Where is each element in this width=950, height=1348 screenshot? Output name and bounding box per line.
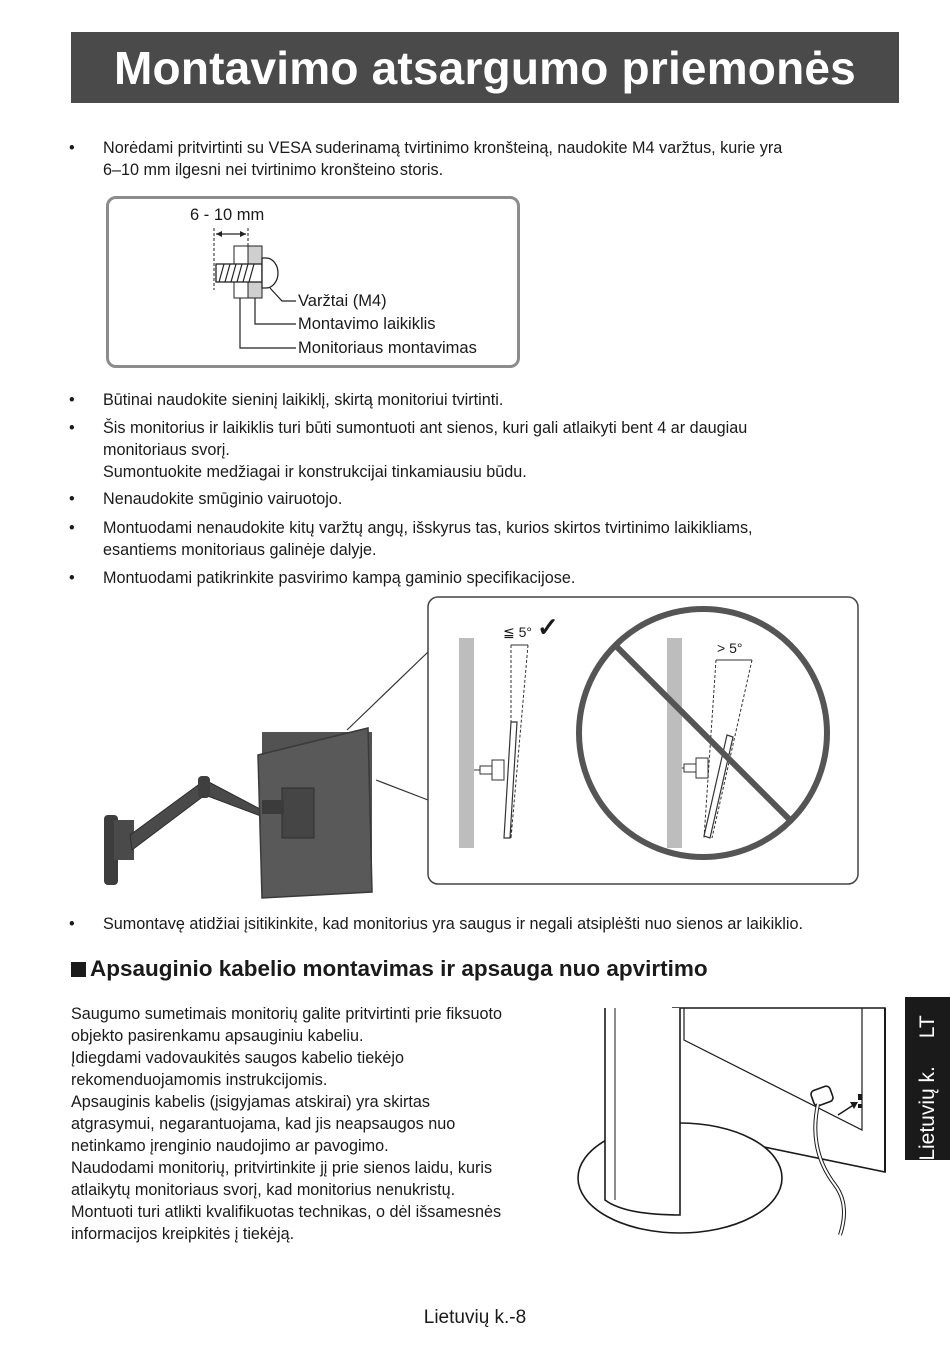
monitor-mount-label: Monitoriaus montavimas (298, 339, 477, 357)
bracket-label: Montavimo laikiklis (298, 315, 436, 333)
paragraph-line: Naudodami monitorių, pritvirtinkite jį prie sienos laidu, kuris (71, 1159, 493, 1177)
page-title: Montavimo atsargumo priemonės (71, 32, 899, 103)
bullet-text: Nenaudokite smūginio vairuotojo. (103, 490, 343, 508)
bullet-symbol: • (69, 915, 75, 933)
section-heading-text: Apsauginio kabelio montavimas ir apsauga nuo apvirtimo (90, 956, 708, 981)
bullet-symbol: • (69, 391, 75, 409)
paragraph-line: netinkamo įrenginio naudojimo ar pavogimo. (71, 1137, 389, 1155)
tilt-ok-label: ≦ 5° (503, 624, 533, 640)
tilt-bad-label: > 5° (717, 640, 743, 656)
bullet-text: Montuodami nenaudokite kitų varžtų angų, išskyrus tas, kurios skirtos tvirtinimo laikikliams, esantiems monitoriaus galinėje dalyje. (103, 519, 753, 559)
paragraph-line: Saugumo sumetimais monitorių galite pritvirtinti prie fiksuoto (71, 1005, 502, 1023)
paragraph-line: rekomenduojamomis instrukcijomis. (71, 1071, 328, 1089)
bullet-text: Būtinai naudokite sieninį laikiklį, skirtą monitoriui tvirtinti. (103, 391, 504, 409)
bullet-text: Montuodami patikrinkite pasvirimo kampą gaminio specifikacijose. (103, 569, 576, 587)
bullet-symbol: • (69, 519, 75, 537)
screw-dimension-label: 6 - 10 mm (190, 206, 265, 224)
screw-label: Varžtai (M4) (298, 292, 387, 310)
bullet-text: Norėdami pritvirtinti su VESA suderinamą tvirtinimo kronšteiną, naudokite M4 varžtus, kurie yra 6–10 mm ilgesni nei tvirtinimo kronšteino storis. (103, 139, 783, 179)
bullet-text: Šis monitorius ir laikiklis turi būti sumontuoti ant sienos, kuri gali atlaikyti bent 4 ar daugiau monitoriaus svorį. Sumontuokite medžiagai ir konstrukcijai tinkamiausiu būdu. (103, 419, 748, 481)
bullet-symbol: • (69, 569, 75, 587)
paragraph-line: objekto pasirenkamu apsauginiu kabeliu. (71, 1027, 364, 1045)
paragraph-line: atgrasymui, negarantuojama, kad jis neapsaugos nuo (71, 1115, 456, 1133)
bullet-symbol: • (69, 419, 75, 437)
paragraph-line: Montuoti turi atlikti kvalifikuotas technikas, o dėl išsamesnės (71, 1203, 502, 1221)
page-footer: Lietuvių k.-8 (423, 1307, 527, 1328)
bullet-symbol: • (69, 490, 75, 508)
side-tab-language: Lietuvių k. (915, 1065, 939, 1161)
language-side-tab (905, 997, 950, 1160)
checkmark-icon: ✓ (537, 612, 559, 642)
paragraph-line: Įdiegdami vadovaukitės saugos kabelio tiekėjo (71, 1049, 404, 1067)
bullet-symbol: • (69, 139, 75, 157)
paragraph-line: atlaikytų monitoriaus svorį, kad monitorius nenukristų. (71, 1181, 456, 1199)
bullet-text: Sumontavę atidžiai įsitikinkite, kad monitorius yra saugus ir negali atsiplėšti nuo sienos ar laikiklio. (103, 915, 803, 933)
side-tab-code: LT (915, 1014, 939, 1038)
paragraph-line: informacijos kreipkitės į tiekėją. (71, 1225, 295, 1243)
paragraph-line: Apsauginis kabelis (įsigyjamas atskirai) yra skirtas (71, 1093, 430, 1111)
